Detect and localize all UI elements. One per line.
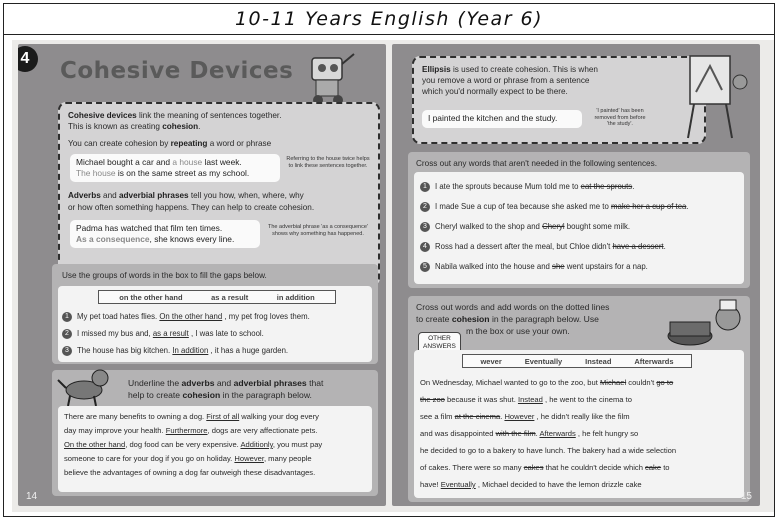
dog-illustration bbox=[54, 366, 112, 408]
ellipsis-example: I painted the kitchen and the study. bbox=[422, 110, 582, 128]
right-page bbox=[392, 44, 760, 506]
cross-item-3: 3 Cheryl walked to the shop and Cheryl bought some milk. bbox=[420, 222, 630, 232]
cake-chef-illustration bbox=[662, 298, 748, 350]
activity-2-instruction-1: Underline the adverbs and adverbial phrases that bbox=[128, 378, 324, 388]
page-header: 10-11 Years English (Year 6) bbox=[4, 4, 774, 35]
ellipsis-line-3: which you'd normally expect to be there. bbox=[422, 87, 568, 96]
ellipsis-line-1: Ellipsis is used to create cohesion. This is when bbox=[422, 65, 598, 74]
intro-line-1: Cohesive devices link the meaning of sentences together. bbox=[68, 111, 282, 120]
unit-number: 4 bbox=[18, 46, 38, 72]
robot-illustration bbox=[300, 50, 358, 106]
ellipsis-note: 'I painted' has been removed from before 'the study'. bbox=[594, 108, 646, 127]
left-page bbox=[18, 44, 386, 506]
example-box-2: Padma has watched that film ten times. As a consequence, she knows every line. bbox=[70, 220, 260, 248]
cross-item-5: 5 Nabila walked into the house and she went upstairs for a nap. bbox=[420, 262, 648, 272]
cohesion-instruction-1: Cross out words and add words on the dotted lines bbox=[416, 302, 610, 312]
worksheet-frame bbox=[3, 3, 775, 517]
gap-item-2: 2 I missed my bus and, as a result , I was late to school. bbox=[62, 329, 264, 339]
painter-illustration bbox=[682, 52, 752, 142]
word-box: on the other hand as a result in addition bbox=[98, 290, 336, 304]
activity-2-instruction-2: help to create cohesion in the paragraph below. bbox=[128, 390, 312, 400]
other-answers-badge: OTHER ANSWERS bbox=[418, 332, 461, 362]
page-number-right: 15 bbox=[740, 491, 752, 502]
ellipsis-line-2: you remove a word or phrase from a sentence bbox=[422, 76, 590, 85]
cohesion-word-box: wever Eventually Instead Afterwards bbox=[462, 354, 692, 368]
cohesion-instruction-3: m the box or use your own. bbox=[466, 326, 570, 336]
cross-item-1: 1 I ate the sprouts because Mum told me to eat the sprouts. bbox=[420, 182, 634, 192]
intro-line-2: This is known as creating cohesion. bbox=[68, 122, 201, 131]
cross-out-instruction: Cross out any words that aren't needed in the following sentences. bbox=[416, 159, 657, 168]
gap-item-3: 3 The house has big kitchen. In addition , it has a huge garden. bbox=[62, 346, 288, 356]
page-title: Cohesive Devices bbox=[60, 58, 294, 84]
cohesion-instruction-2: to create cohesion in the paragraph below. Use bbox=[416, 314, 599, 324]
activity-1-instruction: Use the groups of words in the box to fill the gaps below. bbox=[62, 271, 267, 280]
repeat-line: You can create cohesion by repeating a word or phrase bbox=[68, 139, 272, 148]
cross-item-4: 4 Ross had a dessert after the meal, but Chloe didn't have a dessert. bbox=[420, 242, 666, 252]
page-number-left: 14 bbox=[26, 491, 38, 502]
adverbs-line-1: Adverbs and adverbial phrases tell you how, when, where, why bbox=[68, 191, 304, 200]
example-box-1: Michael bought a car and a house last week. The house is on the same street as my school. bbox=[70, 154, 280, 182]
adverbs-line-2: or how often something happens. They can help to create cohesion. bbox=[68, 203, 315, 212]
zoo-paragraph: On Wednesday, Michael wanted to go to the zoo, but Michael couldn't go to the zoo because it was shut. Instead , he went to the cinema to see a film at the cinema. However , he didn't really like the film and was disappointed with the film. Afterwards , he felt hungry so he decided to go to a bakery to have lunch. The bakery had a wide selection of cakes. There were so many cakes that he couldn't decide which cake to have! Eventually , Michael decided to have the lemon drizzle cake bbox=[420, 378, 677, 489]
dog-paragraph: There are many benefits to owning a dog. First of all walking your dog every day may improve your health. Furthermore, dogs are very affectionate pets. On the other hand, dog food can be very expensive. Additionly, you must pay someone to care for your dog if you go on holiday. However, many people believe the advantages of owning a dog far outweigh these disadvantages. bbox=[64, 412, 323, 477]
cross-item-2: 2 I made Sue a cup of tea because she asked me to make her a cup of tea. bbox=[420, 202, 689, 212]
note-1: Referring to the house twice helps to link these sentences together. bbox=[286, 156, 370, 169]
note-2: The adverbial phrase 'as a consequence' shows why something has happened. bbox=[268, 224, 368, 237]
gap-item-1: 1 My pet toad hates flies. On the other hand , my pet frog loves them. bbox=[62, 312, 310, 322]
book-photo bbox=[12, 40, 774, 512]
